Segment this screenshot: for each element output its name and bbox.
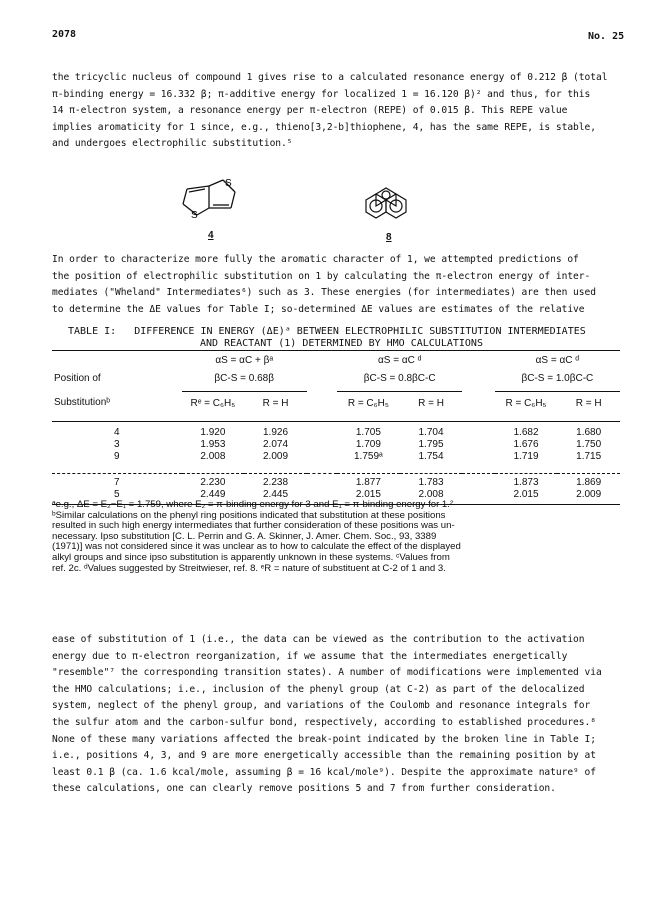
table-cell: 1.750 bbox=[576, 439, 602, 450]
table-row bbox=[52, 477, 620, 489]
sulfur-atom-bottom: S bbox=[191, 210, 198, 221]
table-row bbox=[52, 439, 620, 451]
table-cell: 1.719 bbox=[513, 451, 539, 462]
table-cell: 1.869 bbox=[576, 477, 602, 488]
table-caption-line1: TABLE I: DIFFERENCE IN ENERGY (ΔE)ᵃ BETWEEN ELECTROPHILIC SUBSTITUTION INTERMEDIATES bbox=[68, 326, 586, 337]
table-cell: 2.445 bbox=[263, 489, 289, 500]
table-cell: 1.676 bbox=[513, 439, 539, 450]
structure-label-8: 8 bbox=[386, 232, 392, 243]
footnote-line: (1971)] was not considered since it was unclear as to how to calculate the effect of the displayed bbox=[52, 541, 461, 553]
row-position: 4 bbox=[114, 427, 120, 438]
beta-header-2: βC-S = 0.8βC-C bbox=[363, 373, 436, 384]
table-cell: 1.705 bbox=[355, 427, 381, 438]
paragraph-3 bbox=[52, 632, 622, 798]
text-line: implies aromaticity for 1 since, e.g., thieno[3,2-b]thiophene, 4, has the same REPE, is stable, bbox=[52, 121, 596, 133]
sub-header: R = H bbox=[557, 391, 620, 411]
table-cell: 1.682 bbox=[513, 427, 539, 438]
text-line: the position of electrophilic substitution on 1 by calculating the π-electron energy of inter- bbox=[52, 270, 591, 282]
table-cell: 2.008 bbox=[200, 451, 226, 462]
position-header: Position of bbox=[54, 373, 101, 384]
table-cell: 2.449 bbox=[200, 489, 226, 500]
table-cell: 1.920 bbox=[200, 427, 226, 438]
substitution-header: Substitutionᵇ bbox=[54, 397, 111, 408]
text-line: None of these many variations affected the break-point indicated by the broken line in Table I; bbox=[52, 733, 596, 745]
table-cell: 1.877 bbox=[355, 477, 381, 488]
text-line: least 0.1 β (ca. 1.6 kcal/mole, assuming β = 16 kcal/mole⁹). Despite the approximate nature⁹ of bbox=[52, 766, 596, 778]
alpha-header-3: αS = αC ᵈ bbox=[535, 355, 580, 366]
table-cell: 1.926 bbox=[263, 427, 289, 438]
text-line: In order to characterize more fully the aromatic character of 1, we attempted predictions of bbox=[52, 254, 579, 265]
row-position: 9 bbox=[114, 451, 120, 462]
text-line: and undergoes electrophilic substitution.⁵ bbox=[52, 138, 293, 150]
table-cell: 1.754 bbox=[418, 451, 444, 462]
alpha-header-1: αS = αC + βᵃ bbox=[215, 355, 274, 366]
text-line: the HMO calculations; i.e., inclusion of the phenyl group (at C-2) as part of the delocalized bbox=[52, 683, 585, 695]
table-cell: 1.873 bbox=[513, 477, 539, 488]
text-line: these calculations, one can clearly remove positions 5 and 7 from further consideration. bbox=[52, 783, 556, 795]
text-line: the sulfur atom and the carbon-sulfur bond, respectively, according to established procedures.⁸ bbox=[52, 716, 596, 728]
footnote-line: resulted in such high energy intermediates that further consideration of these positions was un- bbox=[52, 520, 455, 532]
text-line: system, neglect of the phenyl group, and variations of the Coulomb and resonance integrals for bbox=[52, 700, 591, 712]
sub-header: R = C₆H₅ bbox=[495, 391, 558, 411]
sub-header: R = H bbox=[244, 391, 307, 411]
table-cell: 1.680 bbox=[576, 427, 602, 438]
text-line: i.e., positions 4, 3, and 9 are more energetically accessible than the remaining position by at bbox=[52, 750, 596, 762]
table-cell: 2.009 bbox=[576, 489, 602, 500]
text-line: the tricyclic nucleus of compound 1 gives rise to a calculated resonance energy of 0.212 β (total bbox=[52, 72, 608, 83]
table-row bbox=[52, 427, 620, 439]
structure-label-4: 4 bbox=[208, 230, 214, 241]
text-line: "resemble"⁷ the corresponding transition states). A number of modifications were implemented via bbox=[52, 667, 602, 679]
table-footnotes bbox=[52, 500, 622, 574]
footnote-line: ᵇSimilar calculations on the phenyl ring positions indicated that substitution at these positions bbox=[52, 509, 446, 521]
table-cell: 2.009 bbox=[263, 451, 289, 462]
table-cell: 1.953 bbox=[200, 439, 226, 450]
footnote-line: ᵃe.g., ΔE = E₂−E₁ = 1.759, where E₂ = π-binding energy for 3 and E₁ = π-binding energy for 1.² bbox=[52, 499, 454, 510]
footnote-line: alkyl groups and since ipso substitution is apparently unknown in these systems. ᶜValues from bbox=[52, 551, 450, 563]
page-number: 2078 bbox=[52, 29, 77, 40]
sub-header: R = C₆H₅ bbox=[337, 391, 400, 411]
table-cell: 1.704 bbox=[418, 427, 444, 438]
sub-header: Rᵉ = C₆H₅ bbox=[182, 391, 245, 411]
table-cell: 1.715 bbox=[576, 451, 602, 462]
table-cell: 2.230 bbox=[200, 477, 226, 488]
table-cell: 1.795 bbox=[418, 439, 444, 450]
text-line: ease of substitution of 1 (i.e., the data can be viewed as the contribution to the activation bbox=[52, 634, 585, 645]
sulfur-atom-top: S bbox=[225, 178, 232, 189]
sub-header: R = H bbox=[400, 391, 463, 411]
footnote-line: necessary. Ipso substitution [C. L. Perrin and G. A. Skinner, J. Amer. Chem. Soc., 93, 3389 bbox=[52, 530, 437, 542]
paragraph-1 bbox=[52, 70, 622, 153]
beta-header-1: βC-S = 0.68β bbox=[214, 373, 274, 384]
table-cell: 1.759ᵃ bbox=[354, 451, 383, 462]
phenanthrene-structure bbox=[352, 180, 432, 230]
text-line: π-binding energy = 16.332 β; π-additive energy for localized 1 = 16.120 β)² and thus, for this bbox=[52, 88, 591, 100]
table-cell: 2.015 bbox=[355, 489, 381, 500]
row-position: 5 bbox=[114, 489, 120, 500]
row-position: 7 bbox=[114, 477, 120, 488]
table-row bbox=[52, 451, 620, 463]
row-position: 3 bbox=[114, 439, 120, 450]
text-line: energy due to π-electron reorganization, if we assume that the intermediates energetically bbox=[52, 650, 568, 662]
issue-number: No. 25 bbox=[588, 31, 625, 42]
table-cell: 2.015 bbox=[513, 489, 539, 500]
table-cell: 2.008 bbox=[418, 489, 444, 500]
table-cell: 2.074 bbox=[263, 439, 289, 450]
text-line: to determine the ΔE values for Table I; so-determined ΔE values are estimates of the relative bbox=[52, 303, 585, 315]
table-cell: 1.709 bbox=[355, 439, 381, 450]
table-top-rule bbox=[52, 350, 620, 351]
table-cell: 1.783 bbox=[418, 477, 444, 488]
table-cell: 2.238 bbox=[263, 477, 289, 488]
thienothiophene-structure bbox=[175, 174, 255, 222]
paragraph-2 bbox=[52, 252, 622, 318]
table-caption-line2: AND REACTANT (1) DETERMINED BY HMO CALCULATIONS bbox=[200, 338, 483, 349]
alpha-header-2: αS = αC ᵈ bbox=[377, 355, 422, 366]
footnote-line: ref. 2c. ᵈValues suggested by Streitwieser, ref. 8. ᵉR = nature of substituent at C-2 of 1 and 3. bbox=[52, 562, 446, 574]
text-line: mediates ("Wheland" Intermediates⁶) such as 3. These energies (for intermediates) are then used bbox=[52, 287, 596, 299]
beta-header-3: βC-S = 1.0βC-C bbox=[521, 373, 594, 384]
energy-table bbox=[52, 355, 620, 505]
text-line: 14 π-electron system, a resonance energy per π-electron (REPE) of 0.015 β. This REPE value bbox=[52, 105, 568, 117]
